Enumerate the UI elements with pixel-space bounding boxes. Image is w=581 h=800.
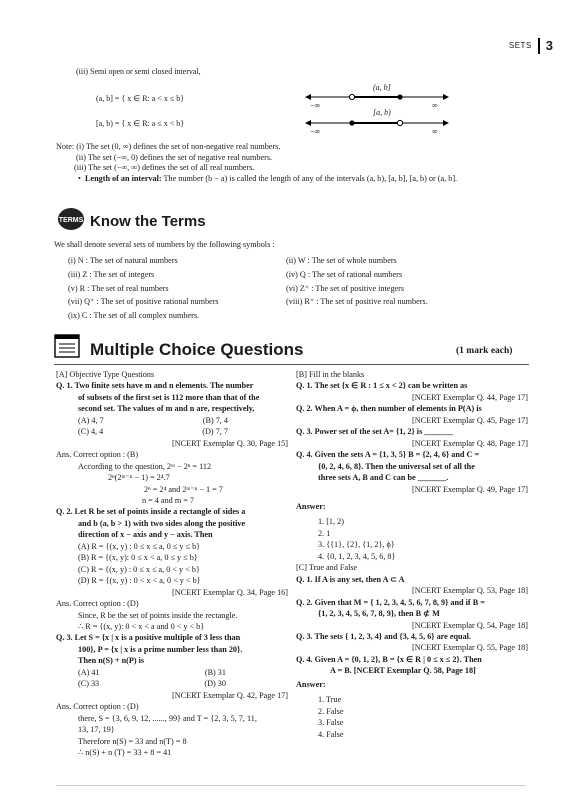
question-line: Q. 2. When A = ϕ, then number of elements in P(A) is — [296, 404, 482, 414]
answer-item: 1. True — [318, 695, 342, 705]
neg-inf-label-1: −∞ — [310, 101, 321, 110]
question-line: direction of x − axis and y − axis. Then — [78, 530, 213, 540]
answer-line: 13, 17, 19} — [78, 725, 115, 735]
interval-def-2: [a, b) = { x ∈ R: a ≤ x < b} — [96, 119, 185, 128]
page-number: 3 — [545, 38, 553, 53]
note-block — [56, 142, 457, 185]
answer-line: 2ⁿ = 2⁴ and 2ᵐ⁻ⁿ − 1 = 7 — [144, 484, 223, 494]
section-label: SETS — [508, 41, 532, 51]
question-line: Q. 4. Given A = {0, 1, 2}, B = {x ∈ R | 0 ≤ x ≤ 2}. Then — [296, 654, 482, 664]
answer-heading: Answer: — [296, 679, 326, 689]
section-heading: [A] Objective Type Questions — [56, 370, 155, 379]
section-rule — [54, 364, 529, 365]
number-line-2 — [305, 120, 449, 126]
question-line: 100}, P = {x | x is a prime number less than 20}. — [78, 644, 243, 654]
interval-def-1: (a, b] = { x ∈ R: a < x ≤ b} — [96, 94, 185, 103]
term-item: (iv) Q : The set of rational numbers — [286, 269, 403, 279]
term-item: (ii) W : The set of whole numbers — [286, 256, 397, 265]
question-line: of subsets of the first set is 112 more than that of the — [78, 392, 260, 402]
question-line: Q. 4. Given the sets A = {1, 3, 5} B = {2, 4, 6} and C = — [296, 450, 480, 460]
right-column — [296, 369, 528, 740]
answer-item: 2. 1 — [318, 528, 331, 538]
pos-inf-label-2: ∞ — [432, 127, 438, 136]
option-line: (D) R = {(x, y) : 0 < x < a, 0 < y < b} — [78, 576, 201, 586]
header-divider — [538, 38, 540, 54]
option-row — [56, 667, 288, 678]
footer-rule — [56, 785, 526, 786]
know-terms-title: Know the Terms — [90, 213, 206, 230]
page-header — [509, 38, 553, 55]
bullet-term: Length of an interval: — [84, 173, 162, 183]
note-line: (ii) The set (−∞, 0) defines the set of negative real numbers. — [76, 152, 273, 162]
open-endpoint-icon — [397, 120, 402, 125]
question-line: second set. The values of m and n are, respectively, — [78, 404, 255, 414]
answer-line: Ans. Correct option : (D) — [56, 599, 139, 609]
answer-item: 3. False — [318, 718, 344, 728]
reference: [NCERT Exemplar Q. 48, Page 17] — [411, 438, 528, 448]
know-terms-intro: We shall denote several sets of numbers by the following symbols : — [54, 240, 275, 249]
term-item: (vii) Q⁺ : The set of positive rational numbers — [68, 297, 219, 307]
answer-item: 4. False — [318, 729, 344, 739]
reference: [NCERT Exemplar Q. 42, Page 17] — [171, 690, 288, 700]
answer-heading: Answer: — [296, 501, 326, 511]
note-line: Note: (i) The set (0, ∞) defines the set of non-negative real numbers. — [56, 142, 281, 151]
reference: [NCERT Exemplar Q. 54, Page 18] — [411, 620, 528, 630]
answer-item: 2. False — [318, 706, 344, 716]
question-line: Q. 1. Two finite sets have m and n elements. The number — [56, 381, 254, 391]
svg-text:TERMS: TERMS — [58, 217, 84, 224]
bullet-text: The number (b − a) is called the length of any of the intervals (a, b), [a, b], [a, b) or (a, b]. — [163, 173, 458, 183]
question-line: {1, 2, 3, 4, 5, 6, 7, 8, 9}, then B ⊄ M — [318, 609, 440, 619]
terms-right-list — [286, 254, 428, 309]
answer-item: 3. {{1}, {2}, {1, 2}, ϕ} — [318, 540, 395, 550]
option-row — [56, 426, 288, 437]
term-item: (i) N : The set of natural numbers — [68, 256, 178, 265]
question-line: Q. 1. If A is any set, then A ⊂ A — [296, 574, 405, 584]
pos-inf-label-1: ∞ — [432, 101, 438, 110]
question-line: and b (a, b > 1) with two sides along the positive — [78, 518, 246, 528]
question-line: Q. 3. The sets { 1, 2, 3, 4} and {3, 4, 5, 6} are equal. — [296, 631, 471, 641]
answer-line: 2ⁿ(2ᵐ⁻ⁿ − 1) = 2⁴.7 — [108, 473, 170, 483]
question-line: Then n(S) + n(P) is — [78, 656, 145, 666]
interval-item-label: (iii) Semi open or semi closed interval, — [76, 67, 201, 76]
know-terms-icon — [54, 206, 88, 232]
option-c: (C) 4, 4 — [78, 427, 104, 437]
term-item: (vi) Z⁺ : The set of positive integers — [286, 283, 405, 293]
bullet-icon: • — [78, 173, 85, 183]
answer-line: According to the question, 2ᵐ − 2ⁿ = 112 — [78, 461, 212, 471]
closed-endpoint-icon — [397, 94, 402, 99]
answer-line: Ans. Correct option : (D) — [56, 702, 139, 712]
answer-item: 4. {0, 1, 2, 3, 4, 5, 6, 8} — [318, 551, 396, 561]
term-item: (viii) R⁺ : The set of positive real numbers. — [286, 297, 428, 307]
question-line: {0, 2, 4, 6, 8}. Then the universal set of all the — [318, 461, 475, 471]
question-line: Q. 2. Given that M = { 1, 2, 3, 4, 5, 6, 7, 8, 9} and if B = — [296, 597, 485, 607]
option-a: (A) 4, 7 — [78, 415, 104, 425]
option-row — [56, 415, 288, 426]
question-line: Q. 2. Let R be set of points inside a rectangle of sides a — [56, 507, 246, 517]
question-line: Q. 3. Power set of the set A= {1, 2} is _______ — [296, 427, 453, 437]
option-line: (B) R = {(x, y): 0 ≤ x < a, 0 ≤ y ≤ b} — [78, 553, 198, 563]
terms-left-list — [68, 254, 219, 323]
answer-line: Since, R be the set of points inside the rectangle. — [78, 610, 238, 620]
reference: [NCERT Exemplar Q. 45, Page 17] — [411, 415, 528, 425]
number-line-2-label: [a, b) — [373, 108, 391, 117]
term-item: (v) R : The set of real numbers — [68, 283, 169, 293]
reference: [NCERT Exemplar Q. 55, Page 18] — [411, 643, 528, 653]
number-line-1-label: (a, b] — [373, 83, 391, 92]
reference: [NCERT Exemplar Q. 44, Page 17] — [411, 392, 528, 402]
reference: [NCERT Exemplar Q. 30, Page 15] — [171, 438, 288, 448]
reference: [NCERT Exemplar Q. 34, Page 16] — [171, 587, 288, 597]
answer-line: Therefore n(S) = 33 and n(T) = 8 — [78, 736, 187, 746]
mcq-marks: (1 mark each) — [456, 346, 513, 356]
left-column — [56, 369, 288, 758]
reference: [NCERT Exemplar Q. 49, Page 17] — [411, 484, 528, 494]
option-d: (D) 7, 7 — [202, 427, 228, 437]
note-line: (iii) The set (−∞, ∞) defines the set of all real numbers. — [74, 163, 255, 173]
question-line: A = B. [NCERT Exemplar Q. 58, Page 18] — [330, 666, 476, 676]
notepad-icon — [54, 334, 80, 358]
option-d: (D) 30 — [204, 679, 226, 689]
option-line: (C) R = {(x, y) : 0 ≤ x ≤ a, 0 < y < b} — [78, 564, 200, 574]
section-heading: [C] True and False — [296, 563, 358, 573]
option-b: (B) 31 — [204, 667, 226, 677]
neg-inf-label-2: −∞ — [310, 127, 321, 136]
section-heading: [B] Fill in the blanks — [296, 370, 365, 379]
answer-line: ∴ R = {(x, y): 0 < x < a and 0 < y < b} — [78, 621, 205, 631]
term-item: (ix) C : The set of all complex numbers. — [68, 311, 200, 321]
answer-line: there, S = {3, 6, 9, 12, ......, 99} and T = {2, 3, 5, 7, 11, — [78, 713, 257, 723]
term-item: (iii) Z : The set of integers — [68, 269, 155, 279]
number-line-1 — [305, 94, 449, 100]
reference: [NCERT Exemplar Q. 53, Page 18] — [411, 586, 528, 596]
answer-line: n = 4 and m = 7 — [142, 495, 194, 505]
answer-item: 1. [1, 2) — [318, 517, 344, 527]
closed-endpoint-icon — [349, 120, 354, 125]
question-line: Q. 1. The set {x ∈ R : 1 ≤ x < 2} can be written as — [296, 381, 468, 391]
answer-line: Ans. Correct option : (B) — [56, 450, 139, 460]
question-line: Q. 3. Let S = {x | x is a positive multiple of 3 less than — [56, 633, 241, 643]
option-row — [56, 678, 288, 689]
option-b: (B) 7, 4 — [202, 415, 228, 425]
option-line: (A) R = {(x, y) : 0 ≤ x ≤ a, 0 ≤ y ≤ b} — [78, 541, 201, 551]
open-endpoint-icon — [349, 94, 354, 99]
answer-line: ∴ n(S) + n (T) = 33 + 8 = 41 — [78, 747, 172, 757]
option-c: (C) 33 — [78, 679, 100, 689]
question-line: three sets A, B and C can be _______. — [318, 473, 449, 483]
option-a: (A) 41 — [78, 667, 100, 677]
mcq-title: Multiple Choice Questions — [90, 340, 304, 359]
